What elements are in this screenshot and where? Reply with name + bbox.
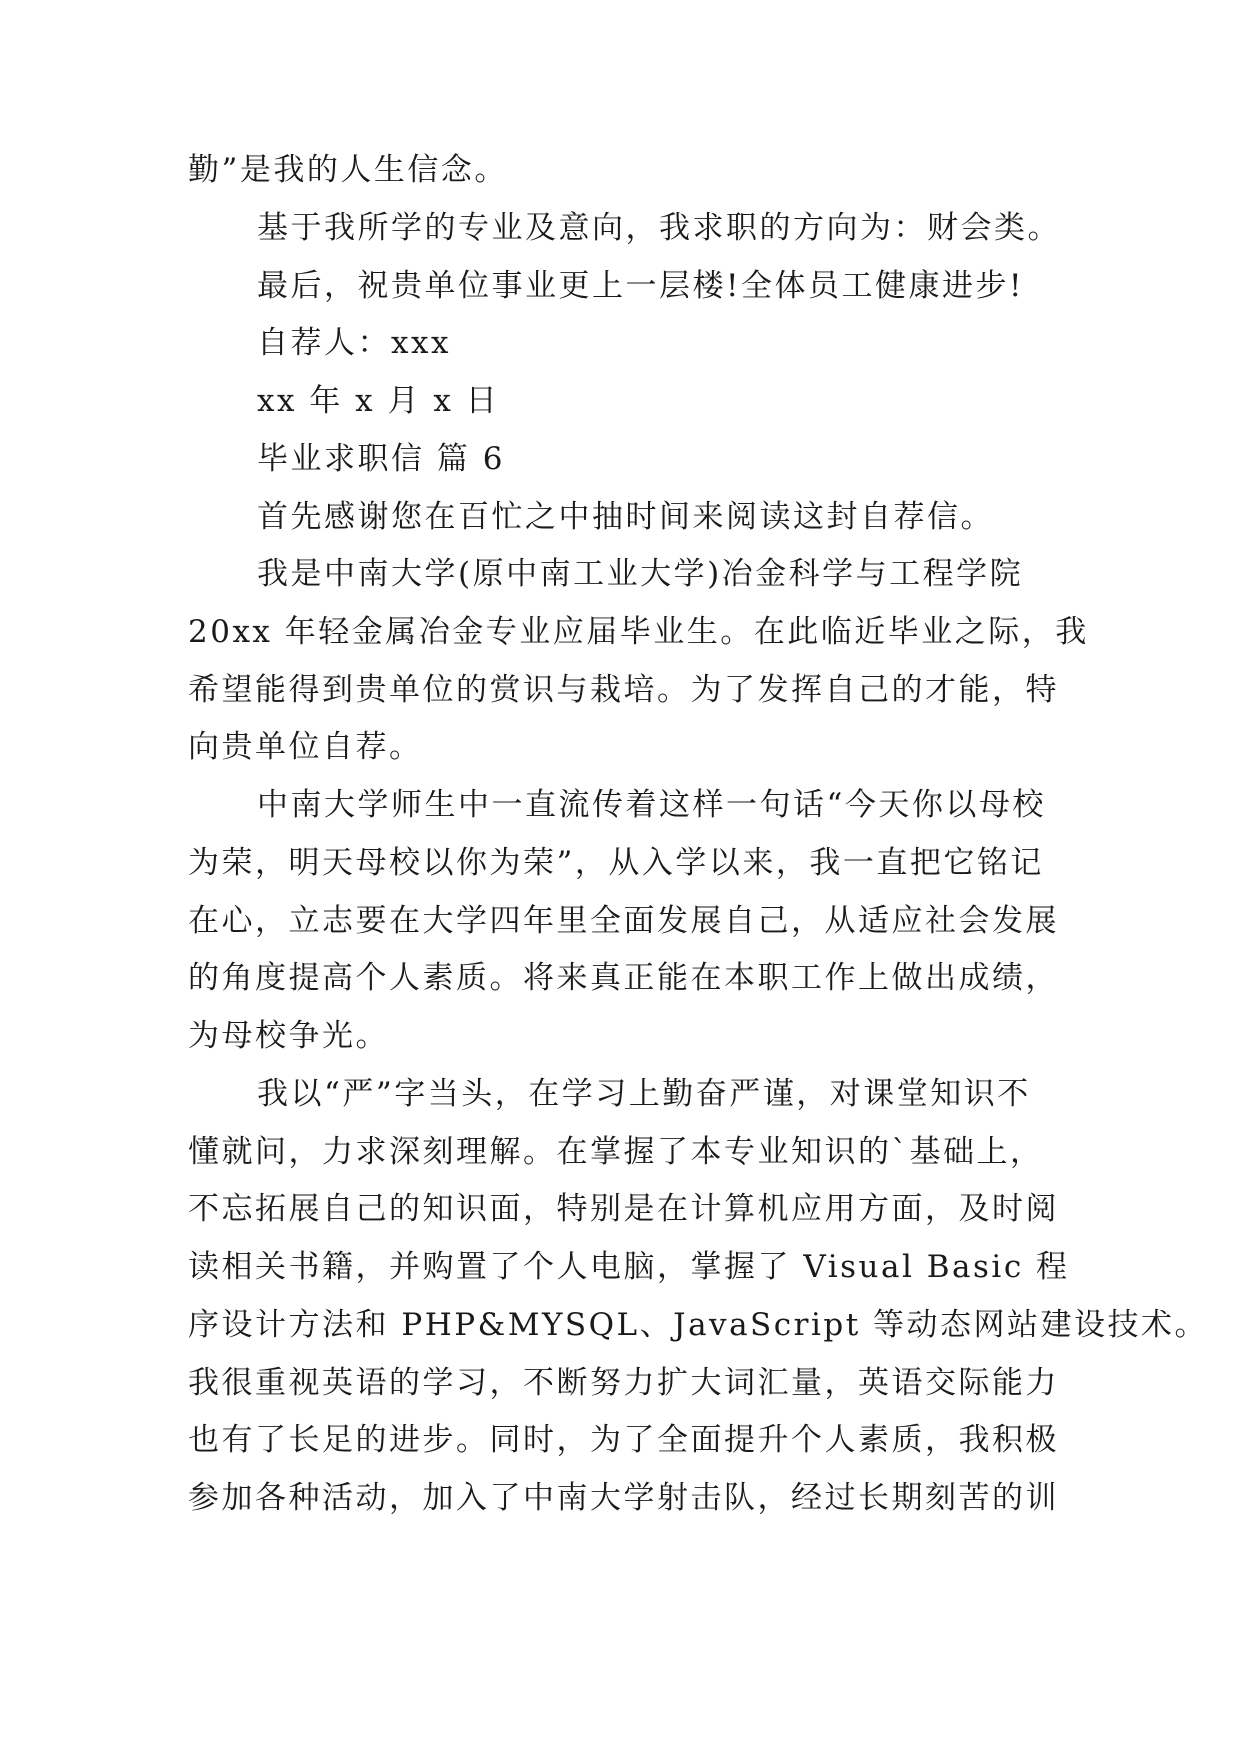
text-line: 我以“严”字当头，在学习上勤奋严谨，对课堂知识不 <box>257 1076 1031 1112</box>
text-line: 首先感谢您在百忙之中抽时间来阅读这封自荐信。 <box>257 499 994 535</box>
section-heading: 毕业求职信 篇 6 <box>257 441 505 477</box>
text-line: 也有了长足的进步。同时，为了全面提升个人素质，我积极 <box>188 1422 1059 1458</box>
text-line: 勤”是我的人生信念。 <box>188 152 508 188</box>
text-line: 我是中南大学(原中南工业大学)冶金科学与工程学院 <box>257 556 1024 592</box>
text-line: 中南大学师生中一直流传着这样一句话“今天你以母校 <box>257 787 1046 823</box>
text-line: 20xx 年轻金属冶金专业应届毕业生。在此临近毕业之际，我 <box>188 614 1089 650</box>
text-line: 在心，立志要在大学四年里全面发展自己，从适应社会发展 <box>188 903 1059 939</box>
text-line: 不忘拓展自己的知识面，特别是在计算机应用方面，及时阅 <box>188 1191 1059 1227</box>
text-line: 向贵单位自荐。 <box>188 729 423 765</box>
date-line: xx 年 x 月 x 日 <box>257 383 500 419</box>
text-line: 为母校争光。 <box>188 1018 389 1054</box>
signature-line: 自荐人：xxx <box>257 325 451 361</box>
text-line: 参加各种活动，加入了中南大学射击队，经过长期刻苦的训 <box>188 1480 1059 1516</box>
text-line: 懂就问，力求深刻理解。在掌握了本专业知识的`基础上， <box>188 1134 1044 1170</box>
text-line: 最后，祝贵单位事业更上一层楼!全体员工健康进步! <box>257 268 1024 304</box>
text-line: 序设计方法和 PHP&MYSQL、JavaScript 等动态网站建设技术。 <box>188 1307 1209 1343</box>
text-line: 的角度提高个人素质。将来真正能在本职工作上做出成绩， <box>188 960 1059 996</box>
text-line: 为荣，明天母校以你为荣”，从入学以来，我一直把它铭记 <box>188 845 1044 881</box>
text-line: 读相关书籍，并购置了个人电脑，掌握了 Visual Basic 程 <box>188 1249 1070 1285</box>
text-line: 希望能得到贵单位的赏识与栽培。为了发挥自己的才能，特 <box>188 672 1059 708</box>
text-line: 我很重视英语的学习，不断努力扩大词汇量，英语交际能力 <box>188 1365 1059 1401</box>
text-line: 基于我所学的专业及意向，我求职的方向为：财会类。 <box>257 210 1061 246</box>
